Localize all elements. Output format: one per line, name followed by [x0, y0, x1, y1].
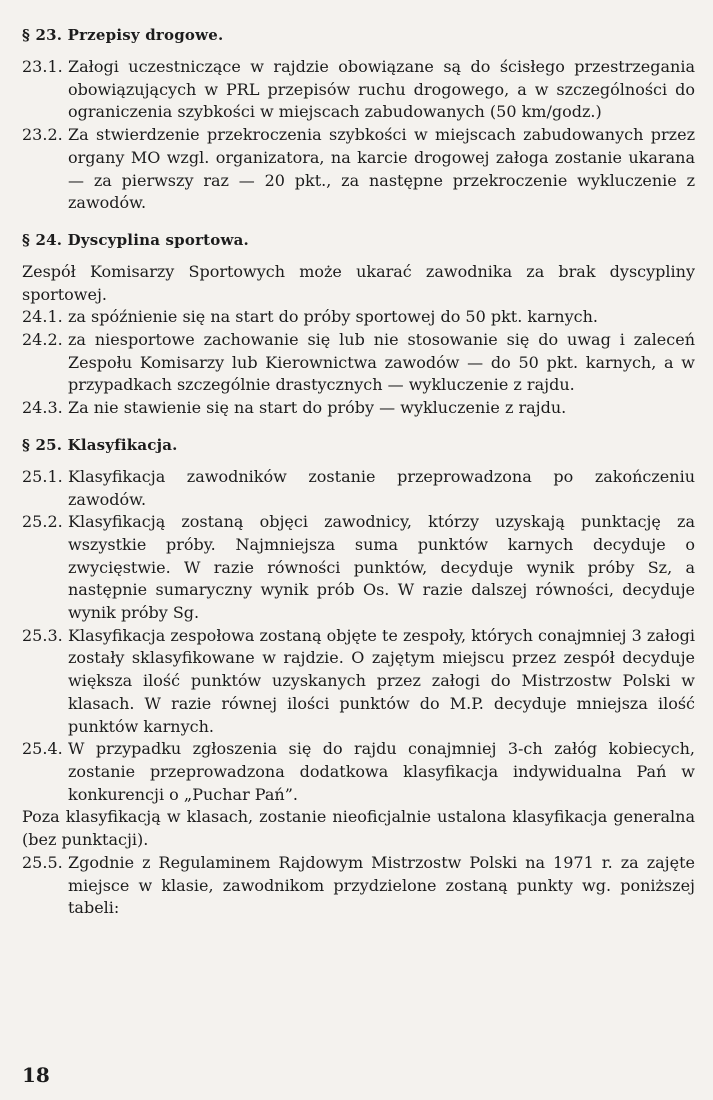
item-text: Zgodnie z Regulaminem Rajdowym Mistrzostw Polski na 1971 r. za zajęte miejsce w klasie, zawodnikom przydzielone zostaną punkty wg. poniższej tabeli: — [68, 852, 695, 918]
item-23-1 — [22, 56, 695, 124]
item-number: 24.2. — [22, 330, 63, 350]
item-number: 25.4. — [22, 739, 63, 759]
page-content — [22, 18, 695, 934]
item-text: Klasyfikacja zespołowa zostaną objęte te zespoły, których conajmniej 3 załogi zostały sklasyfikowane w rajdzie. O zajętym miejscu przez zespół decyduje większa ilość punktów uzyskanych przez załogi do Mistrzostw Polski w klasach. W razie równej ilości punktów do M.P. decyduje mniejsza ilość punktów karnych. — [68, 625, 695, 736]
item-23-2 — [22, 124, 695, 215]
item-text: za spóźnienie się na start do próby sportowej do 50 pkt. karnych. — [68, 307, 598, 327]
item-number: 24.1. — [22, 307, 63, 327]
section-23 — [22, 24, 695, 215]
general-classification-note: Poza klasyfikacją w klasach, zostanie nieoficjalnie ustalona klasyfikacja generalna (bez punktacji). — [22, 807, 695, 850]
item-text: W przypadku zgłoszenia się do rajdu conajmniej 3-ch załóg kobiecych, zostanie przeprowadzona dodatkowa klasyfikacja indywidualna Pań w konkurencji o „Puchar Pań”. — [68, 739, 695, 804]
item-24-1 — [22, 306, 695, 329]
item-25-5 — [22, 852, 695, 920]
item-number: 25.3. — [22, 625, 63, 645]
item-25-2 — [22, 511, 695, 625]
item-24-3 — [22, 397, 695, 420]
page-number: 18 — [22, 1063, 50, 1087]
item-text: Załogi uczestniczące w rajdzie obowiązane są do ścisłego przestrzegania obowiązujących w PRL przepisów ruchu drogowego, a w szczególności do ograniczenia szybkości w miejscach zabudowanych (50 km/godz.) — [68, 57, 695, 122]
item-text: Za nie stawienie się na start do próby — wykluczenie z rajdu. — [68, 398, 567, 418]
item-number: 24.3. — [22, 398, 63, 418]
section-24 — [22, 229, 695, 420]
item-number: 25.1. — [22, 466, 63, 486]
section-25 — [22, 434, 695, 920]
item-number: 23.1. — [22, 57, 63, 76]
item-text: Za stwierdzenie przekroczenia szybkości w miejscach zabudowanych przez organy MO wzgl. organizatora, na karcie drogowej załoga zostanie ukarana — za pierwszy raz — 20 pkt., za następne przekroczenie wykluczenie z zawodów. — [68, 125, 695, 213]
item-text: Klasyfikacja zawodników zostanie przeprowadzona po zakończeniu zawodów. — [68, 466, 695, 509]
section-24-heading: § 24. Dyscyplina sportowa. — [22, 230, 249, 249]
item-25-4 — [22, 738, 695, 806]
item-24-2 — [22, 329, 695, 397]
item-25-3 — [22, 625, 695, 739]
item-25-1 — [22, 466, 695, 511]
item-number: 25.2. — [22, 512, 63, 532]
item-number: 25.5. — [22, 852, 63, 872]
item-text: za niesportowe zachowanie się lub nie stosowanie się do uwag i zaleceń Zespołu Komisarzy lub Kierownictwa zawodów — do 50 pkt. karnych, a w przypadkach szczególnie drastycznych — wykluczenie z rajdu. — [68, 330, 695, 395]
section-24-intro: Zespół Komisarzy Sportowych może ukarać zawodnika za brak dyscypliny sportowej. — [22, 261, 695, 304]
item-number: 23.2. — [22, 125, 63, 145]
section-25-heading: § 25. Klasyfikacja. — [22, 435, 178, 454]
section-23-heading: § 23. Przepisy drogowe. — [22, 26, 224, 44]
item-text: Klasyfikacją zostaną objęci zawodnicy, którzy uzyskają punktację za wszystkie próby. Najmniejsza suma punktów karnych decyduje o zwycięstwie. W razie równości punktów, decyduje wynik próby Sz, a następnie sumaryczny wynik prób Os. W razie dalszej równości, decyduje wynik próby Sg. — [68, 512, 695, 623]
